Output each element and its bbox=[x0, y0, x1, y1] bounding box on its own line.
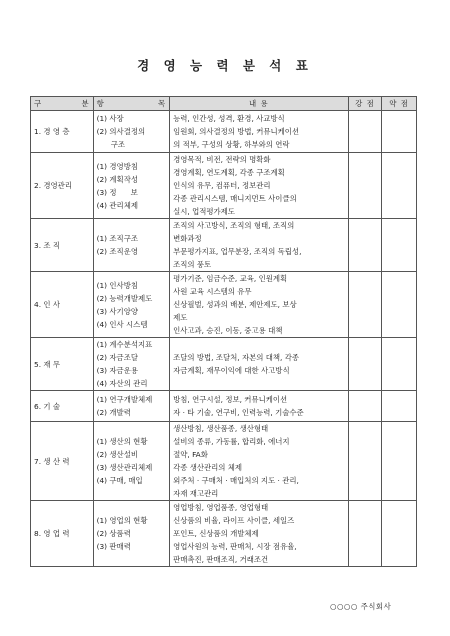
row-category: 4. 인 사 bbox=[31, 272, 94, 338]
row-items bbox=[93, 153, 170, 219]
row-content bbox=[170, 111, 349, 153]
content-line: 인식의 유무, 컴퓨터, 정보관리 bbox=[173, 181, 271, 190]
item-line: (1) 인사방침 bbox=[96, 280, 138, 290]
item-line: (4) 구매, 매입 bbox=[96, 476, 143, 485]
content-line: 절약, FA화 bbox=[173, 450, 208, 459]
item-line: (2) 생산설비 bbox=[96, 450, 138, 459]
weakness-cell[interactable] bbox=[382, 153, 417, 219]
content-line: 조직의 사고방식, 조직의 형태, 조직의 bbox=[173, 221, 295, 230]
table-row bbox=[31, 422, 417, 501]
weakness-cell[interactable] bbox=[382, 501, 417, 567]
item-line: (3) 자금운용 bbox=[96, 366, 138, 375]
content-line: 방침, 연구시설, 정보, 커뮤니케이션 bbox=[173, 395, 288, 404]
content-line: 포인트, 신상품의 개발체제 bbox=[173, 529, 259, 538]
header-strength: 강 점 bbox=[348, 97, 382, 111]
row-content bbox=[170, 338, 349, 391]
row-content bbox=[170, 272, 349, 338]
strength-cell[interactable] bbox=[348, 153, 382, 219]
item-line: (1) 조직구조 bbox=[96, 234, 138, 243]
item-line: (2) 계획작성 bbox=[96, 174, 138, 184]
weakness-cell[interactable] bbox=[382, 391, 417, 422]
content-line: 인사고과, 승진, 이동, 중고용 대책 bbox=[173, 326, 283, 335]
item-line: (3) 판매력 bbox=[96, 542, 131, 551]
content-line: 자재 재고관리 bbox=[173, 489, 219, 498]
content-line: 실시, 업적평가제도 bbox=[173, 207, 235, 216]
strength-cell[interactable] bbox=[348, 219, 382, 272]
content-line: 조직의 풍토 bbox=[173, 260, 212, 269]
table-row bbox=[31, 272, 417, 338]
content-line: 각종 관리시스템, 매니지먼트 사이클의 bbox=[173, 194, 297, 203]
item-line: (3) 사기앙양 bbox=[96, 306, 138, 316]
row-category: 8. 영 업 력 bbox=[31, 501, 94, 567]
item-line: (2) 능력개발제도 bbox=[96, 293, 153, 303]
weakness-cell[interactable] bbox=[382, 219, 417, 272]
content-line: 영업사원의 능력, 판매처, 시장 점유율, bbox=[173, 542, 297, 551]
content-line: 자 · 타 기술, 연구비, 인력능력, 기술수준 bbox=[173, 408, 304, 417]
item-line: (2) 의사결정의 bbox=[96, 127, 146, 136]
content-line: 의 적부, 구성의 상황, 하부와의 연락 bbox=[173, 140, 290, 149]
header-content: 내 용 bbox=[170, 97, 349, 111]
item-line: 구조 bbox=[96, 140, 125, 149]
content-line: 조달의 방법, 조달처, 자본의 대책, 각종 bbox=[173, 353, 299, 362]
weakness-cell[interactable] bbox=[382, 111, 417, 153]
table-row bbox=[31, 153, 417, 219]
analysis-table bbox=[30, 96, 417, 567]
content-line: 경영계획, 연도계획, 각종 구조계획 bbox=[173, 168, 285, 177]
weakness-cell[interactable] bbox=[382, 422, 417, 501]
weakness-cell[interactable] bbox=[382, 338, 417, 391]
content-line: 자금계획, 재무이익에 대한 사고방식 bbox=[173, 366, 290, 375]
item-line: (3) 생산관리체제 bbox=[96, 463, 153, 472]
company-name: ○○○○ 주식회사 bbox=[330, 602, 392, 611]
strength-cell[interactable] bbox=[348, 391, 382, 422]
item-line: (4) 자산의 관리 bbox=[96, 379, 148, 388]
strength-cell[interactable] bbox=[348, 338, 382, 391]
item-line: (3) 정 보 bbox=[96, 187, 138, 197]
item-line: (2) 개발력 bbox=[96, 408, 131, 417]
row-items bbox=[93, 272, 170, 338]
content-line: 신상품의 비율, 라이프 사이클, 세일즈 bbox=[173, 516, 295, 525]
item-line: (1) 경영방침 bbox=[96, 161, 138, 171]
table-row bbox=[31, 338, 417, 391]
row-category: 1. 경 영 층 bbox=[31, 111, 94, 153]
row-content bbox=[170, 219, 349, 272]
table-row bbox=[31, 501, 417, 567]
content-line: 경영목적, 비전, 전략의 명확화 bbox=[173, 155, 271, 164]
content-line: 변화과정 bbox=[173, 234, 202, 243]
content-line: 영업방침, 영업품종, 영업형태 bbox=[173, 503, 269, 512]
item-line: (1) 연구개발체제 bbox=[96, 395, 153, 404]
item-line: (2) 조직운영 bbox=[96, 247, 138, 256]
strength-cell[interactable] bbox=[348, 111, 382, 153]
strength-cell[interactable] bbox=[348, 272, 382, 338]
item-line: (4) 관리체제 bbox=[96, 200, 138, 210]
row-content bbox=[170, 153, 349, 219]
content-line: 평가기준, 임금수준, 교육, 인원계획 bbox=[173, 274, 288, 283]
row-category: 5. 재 무 bbox=[31, 338, 94, 391]
row-content bbox=[170, 391, 349, 422]
row-category: 6. 기 술 bbox=[31, 391, 94, 422]
row-category: 2. 경영관리 bbox=[31, 153, 94, 219]
content-line: 사원 교육 시스템의 유무 bbox=[173, 287, 252, 296]
row-items bbox=[93, 391, 170, 422]
header-category: 구 분 bbox=[31, 97, 94, 111]
content-line: 외주처 · 구매처 · 매입처의 지도 · 관리, bbox=[173, 476, 299, 485]
weakness-cell[interactable] bbox=[382, 272, 417, 338]
row-content bbox=[170, 422, 349, 501]
form-title: 경 영 능 력 분 석 표 bbox=[137, 58, 313, 73]
content-line bbox=[173, 338, 345, 351]
item-line: (1) 생산의 현황 bbox=[96, 437, 148, 446]
strength-cell[interactable] bbox=[348, 501, 382, 567]
table-row bbox=[31, 391, 417, 422]
row-items bbox=[93, 501, 170, 567]
table-row bbox=[31, 111, 417, 153]
header-weakness: 약 점 bbox=[382, 97, 417, 111]
header-item: 항 목 bbox=[93, 97, 170, 111]
row-items bbox=[93, 219, 170, 272]
item-line: (1) 영업의 현황 bbox=[96, 516, 148, 525]
content-line: 생산방침, 생산품종, 생산형태 bbox=[173, 424, 269, 433]
row-category: 3. 조 직 bbox=[31, 219, 94, 272]
content-line: 신상필벌, 성과의 배분, 제안제도, 보상 bbox=[173, 300, 297, 309]
row-content bbox=[170, 501, 349, 567]
row-items bbox=[93, 422, 170, 501]
content-line bbox=[173, 377, 345, 390]
content-line: 부문평가지표, 업무분장, 조직의 독립성, bbox=[173, 247, 302, 256]
row-items bbox=[93, 111, 170, 153]
item-line: (1) 계수분석지표 bbox=[96, 340, 153, 349]
item-line: (2) 상품력 bbox=[96, 529, 131, 538]
row-category: 7. 생 산 력 bbox=[31, 422, 94, 501]
row-items bbox=[93, 338, 170, 391]
item-line: (2) 자금조달 bbox=[96, 353, 138, 362]
content-line: 제도 bbox=[173, 313, 188, 322]
content-line: 능력, 인간성, 성격, 환경, 사교방식 bbox=[173, 114, 285, 123]
item-line: (4) 인사 시스템 bbox=[96, 319, 148, 329]
content-line: 설비의 종류, 가동률, 합리화, 에너지 bbox=[173, 437, 290, 446]
header-row bbox=[31, 97, 417, 111]
table-row bbox=[31, 219, 417, 272]
item-line: (1) 사장 bbox=[96, 114, 124, 123]
content-line: 임원회, 의사결정의 방법, 커뮤니케이션 bbox=[173, 127, 300, 136]
content-line: 판매촉진, 판매조직, 거래조건 bbox=[173, 555, 269, 564]
content-line: 각종 생산관리의 체제 bbox=[173, 463, 243, 472]
strength-cell[interactable] bbox=[348, 422, 382, 501]
